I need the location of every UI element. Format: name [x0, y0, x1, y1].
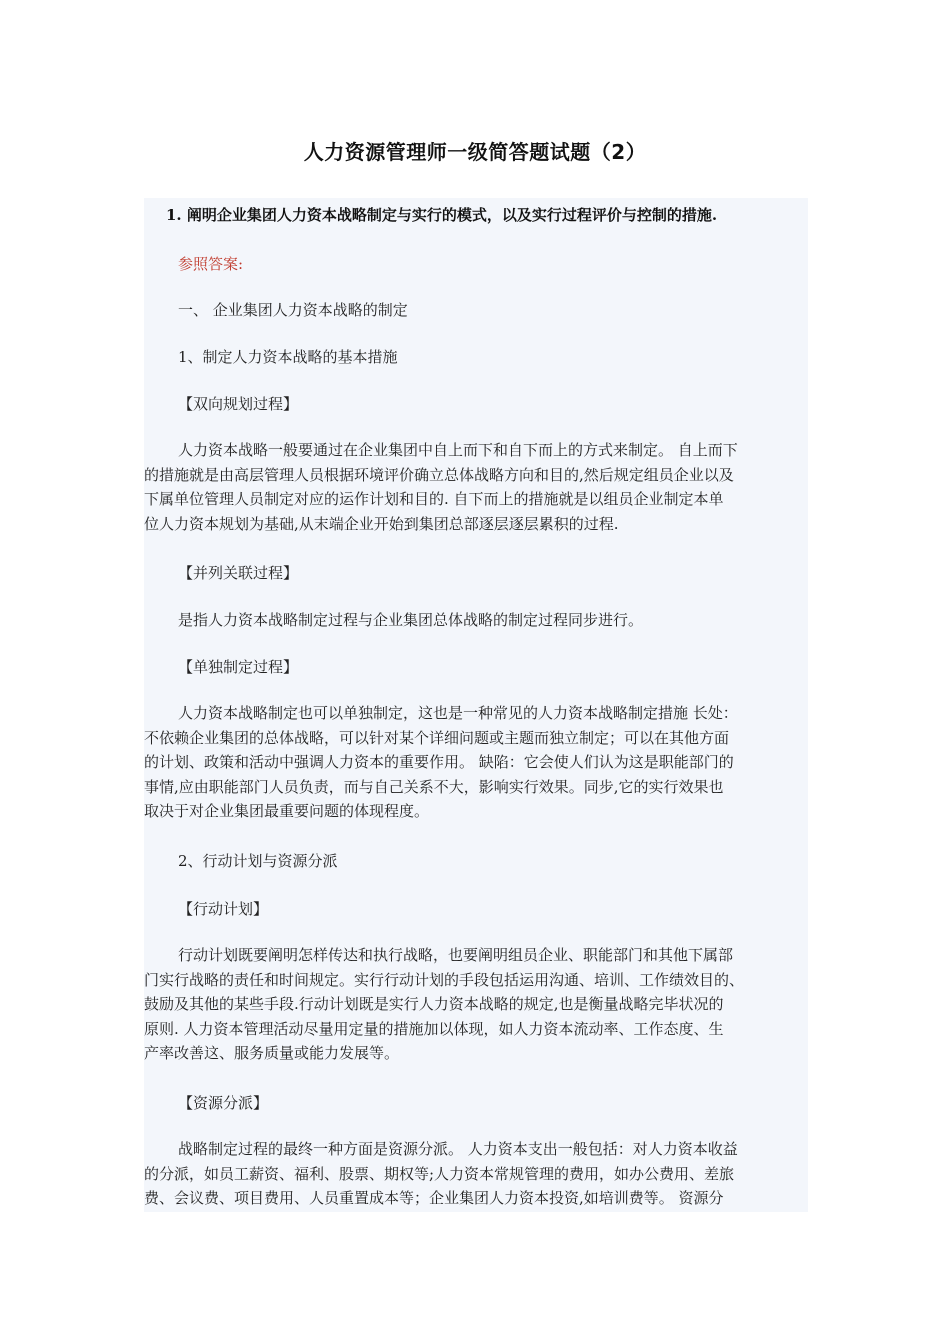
paragraph-line: 行动计划既要阐明怎样传达和执行战略，也要阐明组员企业、职能部门和其他下属部: [178, 946, 734, 964]
bracket-heading-resource: 【资源分派】: [178, 1094, 269, 1112]
paragraph-line: 战略制定过程的最终一种方面是资源分派。 人力资本支出一般包括：对人力资本收益: [178, 1140, 738, 1158]
subsection-heading-1-1: 1、制定人力资本战略的基本措施: [178, 348, 398, 366]
paragraph-single: [144, 701, 804, 824]
paragraph-line: 位人力资本规划为基础,从末端企业开始到集团总部逐层逐层累积的过程.: [144, 514, 619, 533]
paragraph-action: [144, 943, 804, 1066]
paragraph-line: 事情,应由职能部门人员负责，而与自己关系不大，影响实行效果。同步,它的实行效果也: [144, 777, 724, 796]
subsection-heading-1-2: 2、行动计划与资源分派: [178, 852, 338, 870]
bracket-heading-parallel: 【并列关联过程】: [178, 564, 299, 582]
answer-panel: [144, 198, 808, 1212]
paragraph-line: 的分派，如员工薪资、福利、股票、期权等;人力资本常规管理的费用，如办公费用、差旅: [144, 1164, 735, 1183]
document-title: 人力资源管理师一级简答题试题（2）: [303, 140, 647, 164]
paragraph-line: 原则. 人力资本管理活动尽量用定量的措施加以体现，如人力资本流动率、工作态度、生: [144, 1019, 724, 1038]
paragraph-line: 门实行战略的责任和时间规定。实行行动计划的手段包括运用沟通、培训、工作绩效目的、: [144, 970, 745, 989]
paragraph-line: 产率改善这、服务质量或能力发展等。: [144, 1044, 400, 1062]
section-heading-1: 一、 企业集团人力资本战略的制定: [178, 301, 408, 319]
answer-label: 参照答案:: [178, 255, 244, 273]
question-1: 1. 阐明企业集团人力资本战略制定与实行的模式，以及实行过程评价与控制的措施.: [166, 206, 718, 224]
paragraph-parallel: 是指人力资本战略制定过程与企业集团总体战略的制定过程同步进行。: [178, 611, 644, 629]
paragraph-line: 费、会议费、项目费用、人员重置成本等；企业集团人力资本投资,如培训费等。 资源分: [144, 1189, 724, 1207]
paragraph-line: 的计划、政策和活动中强调人力资本的重要作用。 缺陷：它会使人们认为这是职能部门的: [144, 753, 734, 771]
paragraph-line: 的措施就是由高层管理人员根据环境评价确立总体战略方向和目的,然后规定组员企业以及: [144, 465, 734, 484]
paragraph-line: 鼓励及其他的某些手段.行动计划既是实行人力资本战略的规定,也是衡量战略完毕状况的: [144, 995, 724, 1013]
paragraph-line: 下属单位管理人员制定对应的运作计划和目的. 自下而上的措施就是以组员企业制定本单: [144, 490, 724, 508]
paragraph-two-way: [144, 438, 804, 536]
paragraph-line: 不依赖企业集团的总体战略，可以针对某个详细问题或主题而独立制定；可以在其他方面: [144, 728, 730, 747]
bracket-heading-action: 【行动计划】: [178, 900, 269, 918]
paragraph-resource: [144, 1137, 804, 1211]
bracket-heading-two-way: 【双向规划过程】: [178, 395, 299, 413]
paragraph-line: 取决于对企业集团最重要问题的体现程度。: [144, 802, 430, 820]
paragraph-line: 人力资本战略制定也可以单独制定，这也是一种常见的人力资本战略制定措施 长处：: [178, 704, 738, 722]
paragraph-line: 人力资本战略一般要通过在企业集团中自上而下和自下而上的方式来制定。 自上而下: [178, 441, 738, 459]
bracket-heading-single: 【单独制定过程】: [178, 658, 299, 676]
